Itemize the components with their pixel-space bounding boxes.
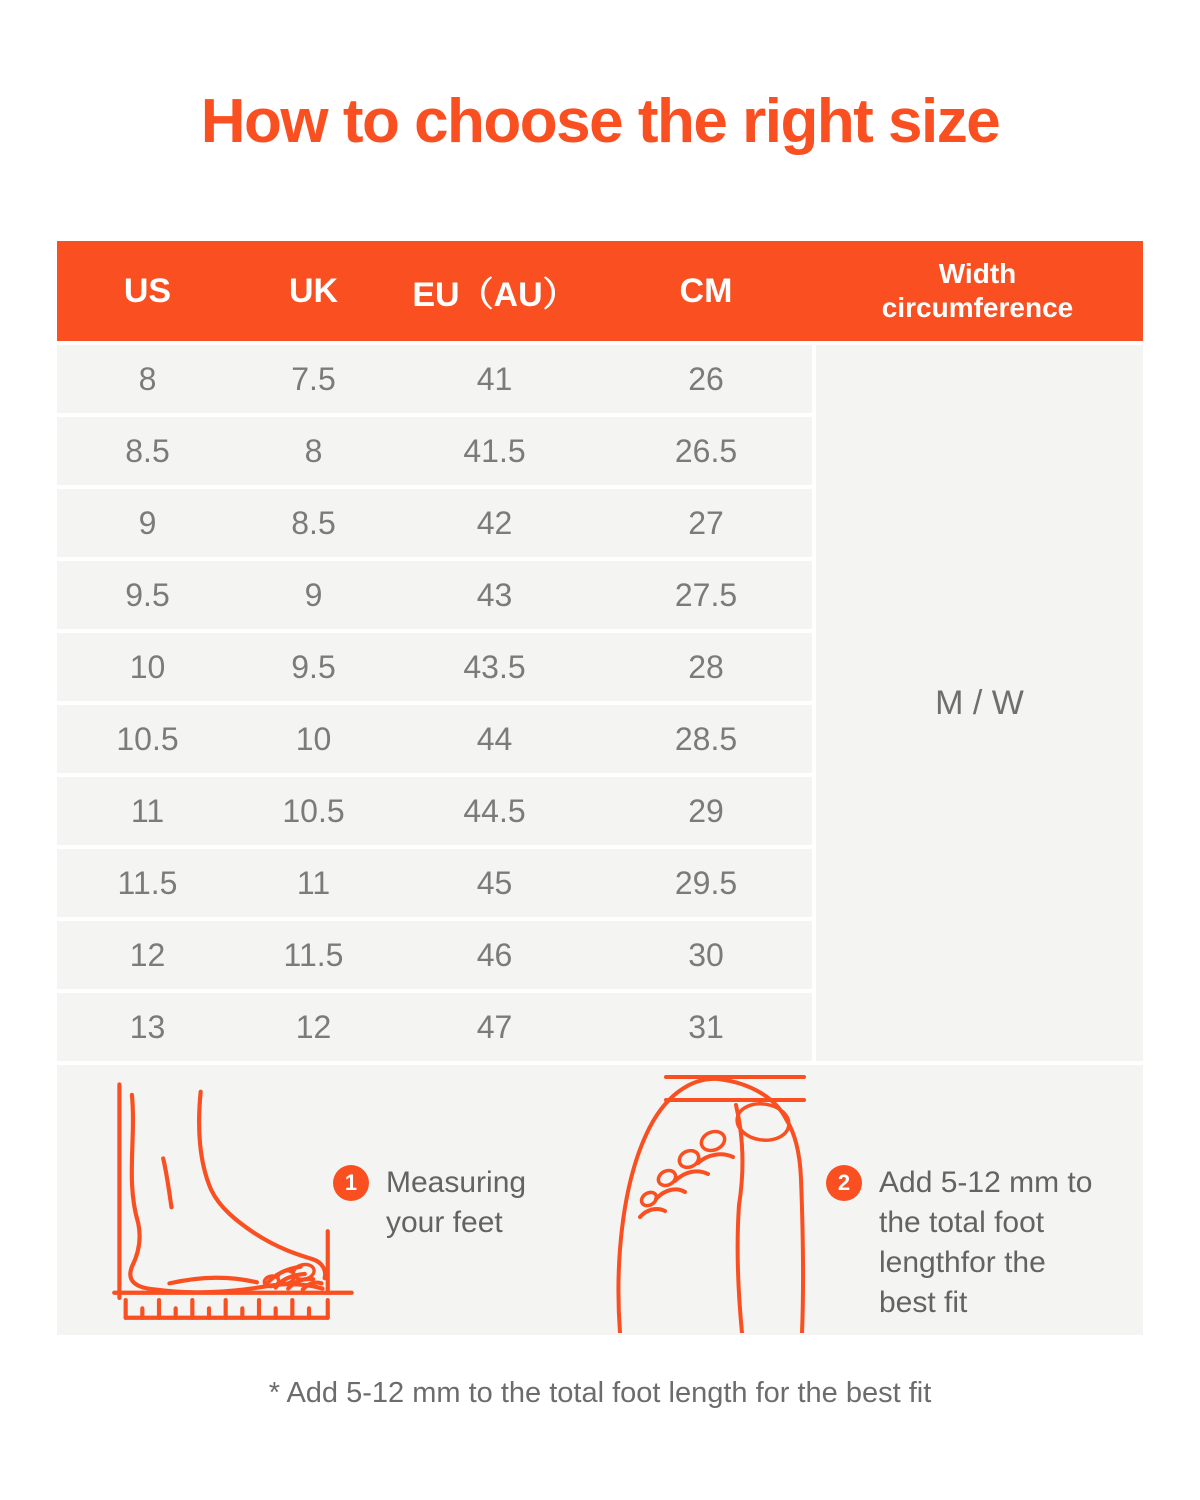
cell-uk: 10.5 xyxy=(282,792,345,829)
cell-uk: 10 xyxy=(295,720,332,757)
cell-uk: 11.5 xyxy=(283,936,344,973)
header-eu-au: EU（AU） xyxy=(412,275,577,314)
side-foot-measuring-icon xyxy=(109,1077,359,1322)
cell-cm: 28 xyxy=(688,648,724,685)
cell-eu: 43 xyxy=(476,576,513,613)
cell-eu: 45 xyxy=(476,864,513,901)
size-chart xyxy=(57,241,1143,1335)
cell-cm: 27.5 xyxy=(674,576,738,613)
size-rows xyxy=(57,345,812,1065)
cell-eu: 42 xyxy=(476,504,513,541)
table-row xyxy=(57,849,812,917)
cell-eu: 44 xyxy=(476,720,513,757)
table-row xyxy=(57,777,812,845)
cell-us: 8.5 xyxy=(125,432,170,469)
header-us: US xyxy=(123,271,172,310)
cell-cm: 31 xyxy=(688,1008,724,1045)
width-circumference-value: M / W xyxy=(816,345,1143,1061)
size-chart-body xyxy=(57,345,1143,1065)
header-cm: CM xyxy=(679,271,733,310)
table-row xyxy=(57,921,812,989)
cell-uk: 9 xyxy=(304,576,323,613)
cell-eu: 47 xyxy=(476,1008,513,1045)
cell-uk: 11 xyxy=(296,864,331,901)
cell-uk: 12 xyxy=(295,1008,332,1045)
cell-us: 11.5 xyxy=(117,864,178,901)
cell-eu: 43.5 xyxy=(463,648,526,685)
cell-cm: 29 xyxy=(688,792,724,829)
header-uk: UK xyxy=(288,271,339,310)
cell-uk: 7.5 xyxy=(291,360,336,397)
cell-cm: 26.5 xyxy=(674,432,738,469)
step-1 xyxy=(333,1163,526,1243)
top-foot-width-icon xyxy=(612,1069,812,1333)
cell-us: 10 xyxy=(129,648,166,685)
cell-eu: 41.5 xyxy=(463,432,526,469)
cell-us: 9 xyxy=(138,504,157,541)
cell-uk: 8.5 xyxy=(291,504,336,541)
table-row xyxy=(57,705,812,773)
cell-eu: 46 xyxy=(476,936,513,973)
cell-us: 8 xyxy=(138,360,157,397)
footnote: * Add 5-12 mm to the total foot length for the best fit xyxy=(268,1377,932,1409)
page-title: How to choose the right size xyxy=(200,87,1000,156)
step-2-text: Add 5-12 mm to the total foot lengthfor the best fit xyxy=(879,1166,1093,1319)
cell-eu: 44.5 xyxy=(463,792,526,829)
cell-cm: 30 xyxy=(688,936,724,973)
table-row xyxy=(57,993,812,1061)
cell-uk: 8 xyxy=(304,432,323,469)
measuring-instructions-panel xyxy=(57,1065,1143,1335)
cell-us: 13 xyxy=(129,1008,166,1045)
table-row xyxy=(57,561,812,629)
table-row xyxy=(57,489,812,557)
cell-eu: 41 xyxy=(476,360,513,397)
table-row xyxy=(57,345,812,413)
step-2 xyxy=(826,1163,1092,1323)
cell-cm: 29.5 xyxy=(674,864,738,901)
cell-uk: 9.5 xyxy=(291,648,336,685)
table-row xyxy=(57,633,812,701)
step-1-text: Measuring your feet xyxy=(386,1166,527,1239)
cell-us: 11 xyxy=(130,792,165,829)
cell-us: 12 xyxy=(129,936,166,973)
cell-cm: 28.5 xyxy=(674,720,738,757)
header-width-circumference: Width circumference xyxy=(881,258,1074,323)
size-chart-header xyxy=(57,241,1143,341)
cell-cm: 27 xyxy=(688,504,724,541)
cell-cm: 26 xyxy=(688,360,724,397)
cell-us: 9.5 xyxy=(125,576,170,613)
step-2-number-badge: 2 xyxy=(826,1165,862,1201)
step-1-number-badge: 1 xyxy=(333,1165,369,1201)
cell-us: 10.5 xyxy=(116,720,179,757)
table-row xyxy=(57,417,812,485)
